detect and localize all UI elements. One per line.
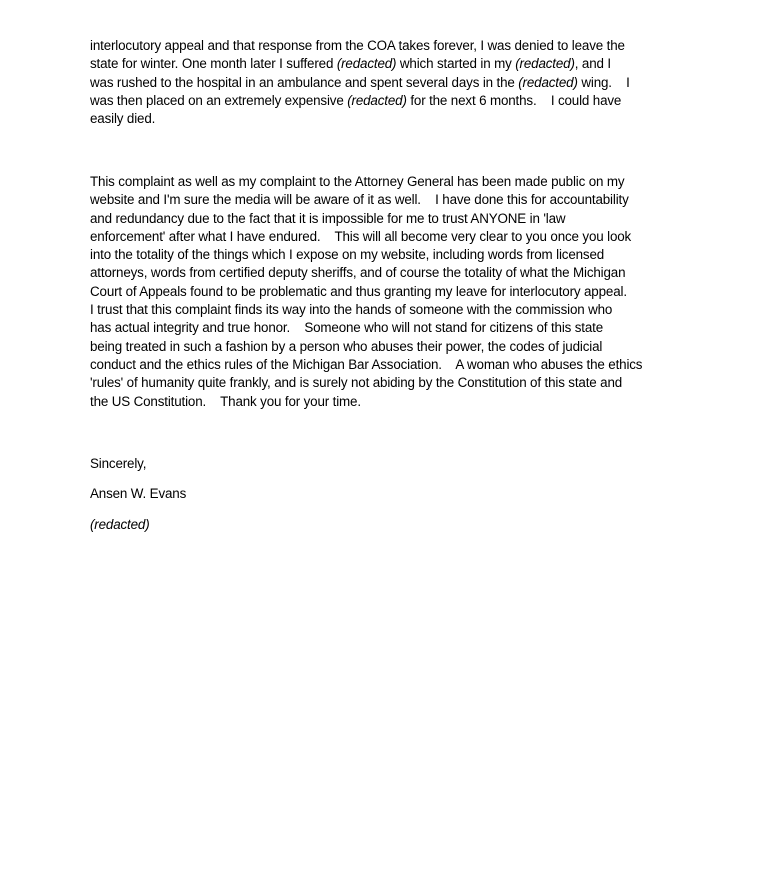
body-paragraph-2 — [90, 173, 642, 411]
text-line — [90, 173, 642, 191]
text-line — [90, 374, 642, 392]
text-line — [90, 264, 642, 282]
text-line — [90, 393, 642, 411]
text-segment: being treated in such a fashion by a person who abuses their power, the codes of judicial — [90, 338, 603, 354]
signature-name: Ansen W. Evans — [90, 486, 187, 501]
text-segment: which started in my — [396, 56, 516, 72]
closing: Sincerely, — [90, 456, 147, 471]
text-segment: has actual integrity and true honor. Someone who will not stand for citizens of this state — [90, 320, 604, 336]
text-segment: was rushed to the hospital in an ambulance and spent several days in the — [90, 74, 519, 90]
text-segment: easily died. — [90, 111, 156, 127]
text-segment: state for winter. One month later I suffered — [90, 56, 337, 72]
text-segment: into the totality of the things which I expose on my website, including words from licensed — [90, 247, 605, 263]
text-segment: and redundancy due to the fact that it is impossible for me to trust ANYONE in 'law — [90, 210, 566, 226]
text-line — [90, 210, 642, 228]
text-segment: website and I'm sure the media will be aware of it as well. I have done this for accountability — [90, 192, 629, 208]
text-segment: the US Constitution. Thank you for your time. — [90, 393, 361, 409]
redacted-text: (redacted) — [515, 56, 575, 72]
text-segment: interlocutory appeal and that response from the COA takes forever, I was denied to leave the — [90, 38, 625, 53]
redacted-text: (redacted) — [347, 92, 407, 108]
text-line — [90, 356, 642, 374]
text-line — [90, 92, 630, 110]
text-segment: This complaint as well as my complaint to the Attorney General has been made public on my — [90, 174, 625, 189]
text-line — [90, 301, 642, 319]
text-segment: enforcement' after what I have endured. This will all become very clear to you once you look — [90, 228, 632, 244]
text-segment: I trust that this complaint finds its way into the hands of someone with the commission who — [90, 302, 613, 318]
redacted-text: (redacted) — [518, 74, 578, 90]
text-line — [90, 246, 642, 264]
text-line — [90, 338, 642, 356]
text-segment: wing. I — [577, 74, 630, 90]
text-line — [90, 191, 642, 209]
text-line — [90, 37, 630, 55]
text-line — [90, 74, 630, 92]
text-segment: attorneys, words from certified deputy sheriffs, and of course the totality of what the Michigan — [90, 265, 626, 281]
text-line — [90, 283, 642, 301]
text-line — [90, 319, 642, 337]
text-segment: was then placed on an extremely expensive — [90, 92, 348, 108]
text-line — [90, 110, 630, 128]
text-segment: conduct and the ethics rules of the Michigan Bar Association. A woman who abuses the ethics — [90, 356, 643, 372]
text-segment: , and I — [574, 56, 611, 72]
text-segment: Court of Appeals found to be problematic and thus granting my leave for interlocutory appeal. — [90, 283, 627, 299]
text-line — [90, 228, 642, 246]
body-paragraph-1 — [90, 37, 630, 128]
text-segment: 'rules' of humanity quite frankly, and is surely not abiding by the Constitution of this state and — [90, 375, 623, 391]
text-line — [90, 55, 630, 73]
signature-redacted: (redacted) — [90, 517, 150, 532]
text-segment: for the next 6 months. I could have — [406, 92, 622, 108]
redacted-text: (redacted) — [336, 56, 397, 72]
